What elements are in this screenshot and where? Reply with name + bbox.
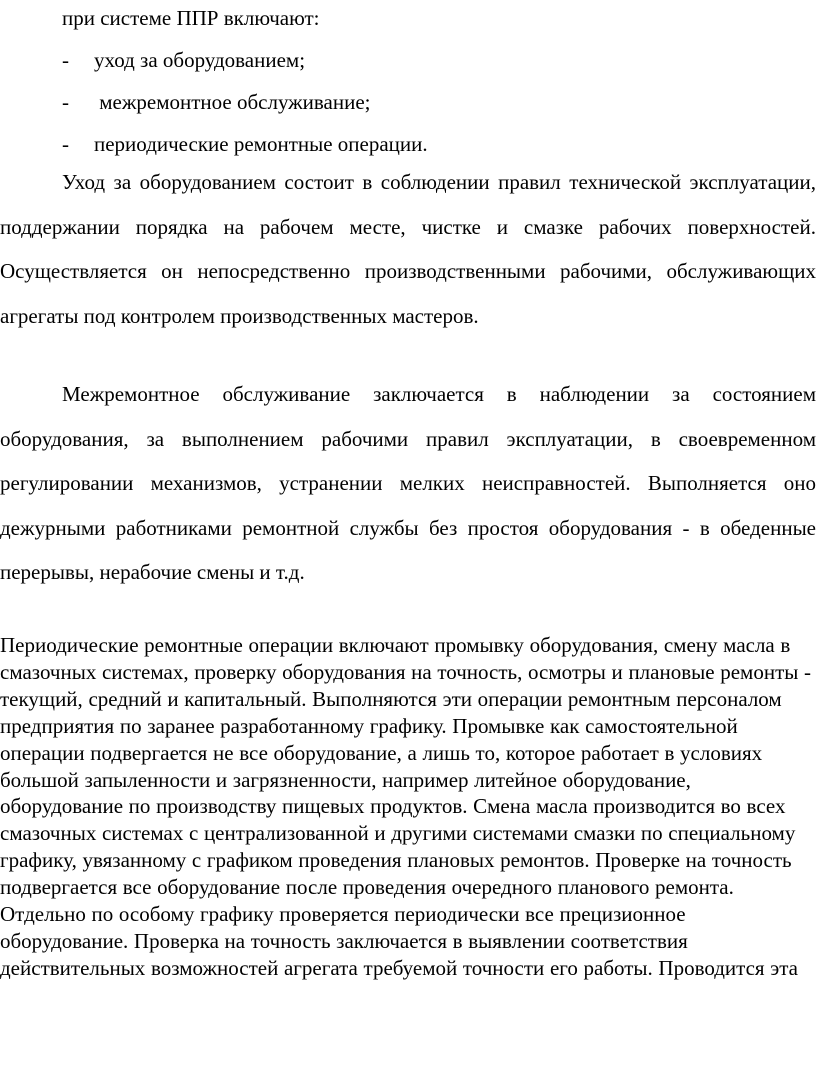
list-item-text: периодические ремонтные операции. [94,132,428,156]
list-item [62,130,428,158]
list-dash: - [62,90,69,114]
list-item [62,46,305,74]
paragraph-maintenance: Уход за оборудованием состоит в соблюдении правил технической эксплуатации, поддержании порядка на рабочем месте, чистке и смазке рабочих поверхностей. Осуществляется он непосредственно производственными рабочими, обслуживающих агрегаты под контролем производственных мастеров. [0,170,816,328]
intro-line: при системе ППР включают: [62,6,320,30]
list-item [62,88,371,116]
paragraph-periodic-operations: Периодические ремонтные операции включают промывку оборудования, смену масла в смазочных системах, проверку оборудования на точность, осмотры и плановые ремонты - текущий, средний и капитальный. Выполняются эти операции ремонтным персоналом предприятия по заранее разработанному графику. Промывке как самостоятельной операции подвергается не все оборудование, а лишь то, которое работает в условиях большой запыленности и загрязненности, например литейное оборудование, оборудование по производству пищевых продуктов. Смена масла производится во всех смазочных системах с централизованной и другими системами смазки по специальному графику, увязанному с графиком проведения плановых ремонтов. Проверке на точность подвергается все оборудование после проведения очередного планового ремонта. Отдельно по особому графику проверяется периодически все прецизионное оборудование. Проверка на точность заключается в выявлении соответствия действительных возможностей агрегата требуемой точности его работы. Проводится эта [0,633,811,980]
list-item-text: уход за оборудованием; [94,48,306,72]
list-dash: - [62,132,69,156]
list-item-text: межремонтное обслуживание; [94,90,371,114]
paragraph-interrepair-service: Межремонтное обслуживание заключается в наблюдении за состоянием оборудования, за выполнением рабочими правил эксплуатации, в своевременном регулировании механизмов, устранении мелких неисправностей. Выполняется оно дежурными работниками ремонтной службы без простоя оборудования - в обеденные перерывы, нерабочие смены и т.д. [0,382,816,584]
list-dash: - [62,48,69,72]
